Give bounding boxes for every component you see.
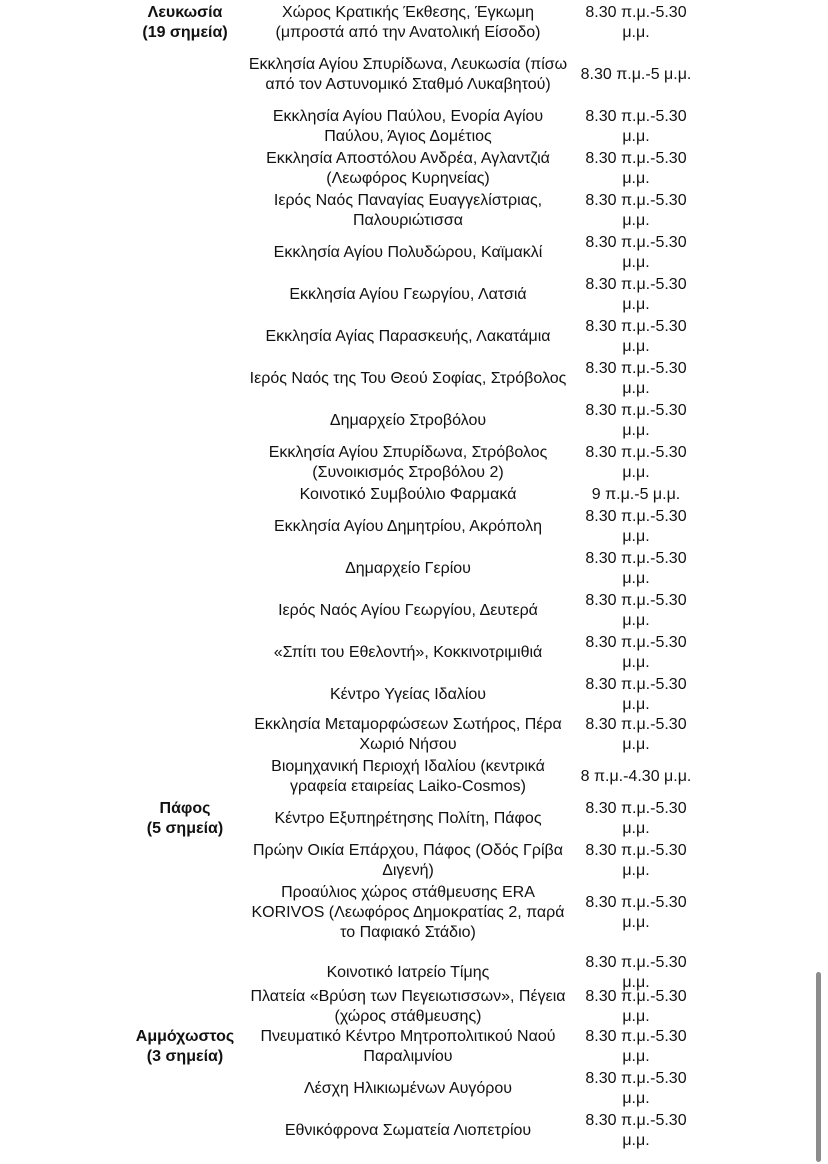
location-cell: Πρώην Οικία Επάρχου, Πάφος (Οδός Γρίβα Διγενή) <box>253 842 563 879</box>
table-row <box>0 715 828 755</box>
location-cell: Χώρος Κρατικής Έκθεσης, Έγκωμη (μπροστά από την Ανατολική Είσοδο) <box>275 4 541 41</box>
table-row <box>0 443 828 483</box>
location-cell: Κέντρο Υγείας Ιδαλίου <box>329 686 487 703</box>
hours-cell: 8.30 π.μ.-5.30 μ.μ. <box>585 634 687 671</box>
hours-cell: 8.30 π.μ.-5.30 μ.μ. <box>585 716 687 753</box>
hours-cell: 8.30 π.μ.-5.30 μ.μ. <box>585 192 687 229</box>
table-row <box>0 359 828 399</box>
hours-cell: 8.30 π.μ.-5.30 μ.μ. <box>585 1112 687 1149</box>
district-label <box>120 799 250 839</box>
hours-cell: 8.30 π.μ.-5.30 μ.μ. <box>585 550 687 587</box>
district-name: Λευκωσία <box>147 4 223 21</box>
table-row <box>0 633 828 673</box>
location-cell: Βιομηχανική Περιοχή Ιδαλίου (κεντρικά γραφεία εταιρείας Laiko-Cosmos) <box>271 758 545 795</box>
location-cell: Ιερός Ναός Αγίου Γεωργίου, Δευτερά <box>278 602 538 619</box>
location-cell: Πνευματικό Κέντρο Μητροπολιτικού Ναού Παραλιμνίου <box>260 1028 556 1065</box>
table-row <box>0 191 828 231</box>
hours-cell: 8.30 π.μ.-5.30 μ.μ. <box>585 318 687 355</box>
location-cell: Εθνικόφρονα Σωματεία Λιοπετρίου <box>284 1122 532 1139</box>
hours-cell: 8.30 π.μ.-5.30 μ.μ. <box>585 1070 687 1107</box>
table-row <box>0 987 828 1027</box>
hours-cell: 8.30 π.μ.-5.30 μ.μ. <box>585 4 687 41</box>
hours-cell: 8.30 π.μ.-5.30 μ.μ. <box>585 988 687 1025</box>
table-row <box>0 591 828 631</box>
location-cell: Κέντρο Εξυπηρέτησης Πολίτη, Πάφος <box>274 810 542 827</box>
table-row <box>0 233 828 273</box>
table-row <box>0 45 828 105</box>
district-count: (3 σημεία) <box>146 1048 224 1065</box>
table-row <box>0 841 828 881</box>
hours-cell: 8.30 π.μ.-5.30 μ.μ. <box>585 800 687 837</box>
hours-cell: 8.30 π.μ.-5.30 μ.μ. <box>585 444 687 481</box>
district-name: Αμμόχωστος <box>135 1028 235 1045</box>
hours-cell: 8.30 π.μ.-5.30 μ.μ. <box>585 592 687 629</box>
location-cell: Δημαρχείο Γερίου <box>345 560 471 577</box>
location-cell: Προαύλιος χώρος στάθμευσης ERA KORIVOS (Λεωφόρος Δημοκρατίας 2, παρά το Παφιακό Στάδιο) <box>251 884 565 941</box>
location-cell: Εκκλησία Αγίου Δημητρίου, Ακρόπολη <box>273 518 543 535</box>
location-cell: Εκκλησία Αγίου Πολυδώρου, Καϊμακλί <box>273 244 543 261</box>
hours-cell: 8.30 π.μ.-5.30 μ.μ. <box>585 894 687 931</box>
hours-cell: 8.30 π.μ.-5.30 μ.μ. <box>585 108 687 145</box>
hours-cell: 8.30 π.μ.-5.30 μ.μ. <box>585 954 687 991</box>
location-cell: Κοινοτικό Συμβούλιο Φαρμακά <box>299 486 517 503</box>
table-row <box>0 485 828 505</box>
hours-cell: 8.30 π.μ.-5.30 μ.μ. <box>585 234 687 271</box>
district-name: Πάφος <box>159 800 211 817</box>
table-row <box>0 275 828 315</box>
table-row <box>0 107 828 147</box>
hours-cell: 8 π.μ.-4.30 μ.μ. <box>580 768 692 785</box>
hours-cell: 8.30 π.μ.-5.30 μ.μ. <box>585 402 687 439</box>
location-cell: Λέσχη Ηλικιωμένων Αυγόρου <box>303 1080 513 1097</box>
district-label <box>120 1027 250 1067</box>
table-row <box>0 883 828 943</box>
table-row <box>0 317 828 357</box>
hours-cell: 9 π.μ.-5 μ.μ. <box>591 486 681 503</box>
hours-cell: 8.30 π.μ.-5.30 μ.μ. <box>585 150 687 187</box>
location-cell: Πλατεία «Βρύση των Πεγειωτισσων», Πέγεια (χώρος στάθμευσης) <box>250 988 566 1025</box>
hours-cell: 8.30 π.μ.-5.30 μ.μ. <box>585 508 687 545</box>
hours-cell: 8.30 π.μ.-5.30 μ.μ. <box>585 360 687 397</box>
location-cell: Εκκλησία Αγίου Σπυρίδωνα, Λευκωσία (πίσω από τον Αστυνομικό Σταθμό Λυκαβητού) <box>248 56 568 93</box>
location-cell: Εκκλησία Μεταμορφώσεων Σωτήρος, Πέρα Χωριό Νήσου <box>254 716 562 753</box>
location-cell: Κοινοτικό Ιατρείο Τίμης <box>326 964 490 981</box>
hours-cell: 8.30 π.μ.-5.30 μ.μ. <box>585 842 687 879</box>
table-row <box>0 757 828 797</box>
location-cell: Εκκλησία Αγίας Παρασκευής, Λακατάμια <box>265 328 551 345</box>
table-row <box>0 549 828 589</box>
hours-cell: 8.30 π.μ.-5.30 μ.μ. <box>585 676 687 713</box>
location-cell: Ιερός Ναός της Του Θεού Σοφίας, Στρόβολος <box>249 370 567 387</box>
hours-cell: 8.30 π.μ.-5.30 μ.μ. <box>585 276 687 313</box>
table-row <box>0 675 828 715</box>
table-row <box>0 149 828 189</box>
location-cell: Εκκλησία Αγίου Γεωργίου, Λατσιά <box>289 286 527 303</box>
table-row <box>0 401 828 441</box>
location-cell: Δημαρχείο Στροβόλου <box>329 412 487 429</box>
hours-cell: 8.30 π.μ.-5 μ.μ. <box>580 66 692 83</box>
location-cell: Ιερός Ναός Παναγίας Ευαγγελίστριας, Παλουριώτισσα <box>273 192 543 229</box>
location-cell: Εκκλησία Αγίου Σπυρίδωνα, Στρόβολος (Συνοικισμός Στροβόλου 2) <box>268 444 548 481</box>
district-count: (19 σημεία) <box>142 24 228 41</box>
table-row <box>0 1069 828 1109</box>
location-cell: Εκκλησία Αγίου Παύλου, Ενορία Αγίου Παύλου, Άγιος Δομέτιος <box>272 108 544 145</box>
hours-cell: 8.30 π.μ.-5.30 μ.μ. <box>585 1028 687 1065</box>
table-row <box>0 1111 828 1151</box>
table-row <box>0 507 828 547</box>
location-cell: «Σπίτι του Εθελοντή», Κοκκινοτριμιθιά <box>273 644 543 661</box>
district-count: (5 σημεία) <box>146 820 224 837</box>
district-label <box>120 3 250 43</box>
vertical-scrollbar[interactable] <box>816 972 821 1162</box>
location-cell: Εκκλησία Αποστόλου Ανδρέα, Αγλαντζιά (Λεωφόρος Κυρηνείας) <box>266 150 550 187</box>
